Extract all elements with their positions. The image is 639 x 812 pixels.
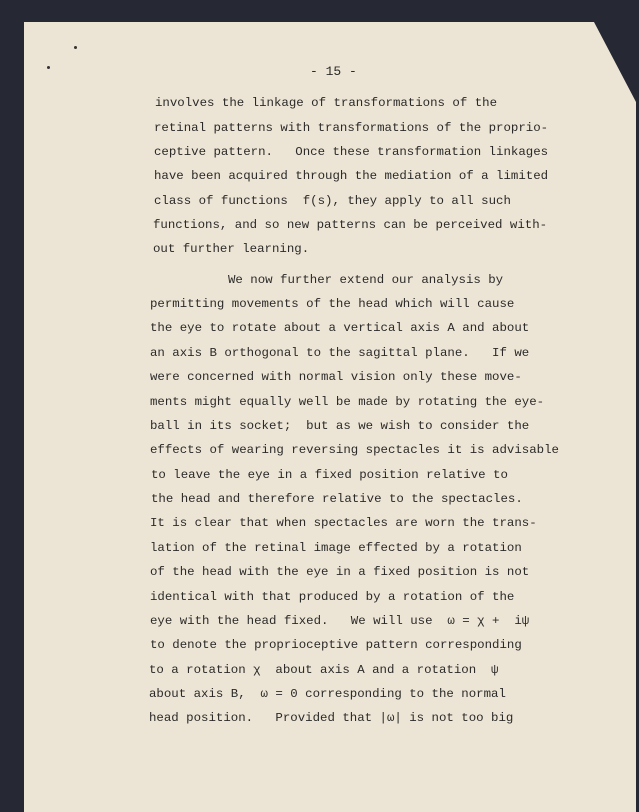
text-line: class of functions f(s), they apply to all such <box>154 194 511 208</box>
text-line: retinal patterns with transformations of the proprio- <box>154 121 549 135</box>
text-line: ceptive pattern. Once these transformation linkages <box>154 145 549 159</box>
text-line: effects of wearing reversing spectacles it is advisable <box>150 443 559 457</box>
text-line: identical with that produced by a rotation of the <box>150 590 515 604</box>
text-line: involves the linkage of transformations of the <box>155 96 498 110</box>
text-line: to a rotation χ about axis A and a rotation ψ <box>149 663 499 677</box>
text-line: It is clear that when spectacles are worn the trans- <box>150 516 537 530</box>
text-line: have been acquired through the mediation of a limited <box>154 169 549 183</box>
text-line: permitting movements of the head which will cause <box>150 297 515 311</box>
text-line: out further learning. <box>153 242 310 256</box>
text-line: an axis B orthogonal to the sagittal plane. If we <box>150 346 530 360</box>
text-line: functions, and so new patterns can be perceived with- <box>153 218 548 232</box>
text-line: of the head with the eye in a fixed position is not <box>150 565 530 579</box>
text-line: ments might equally well be made by rotating the eye- <box>150 395 545 409</box>
text-line: the head and therefore relative to the spectacles. <box>151 492 523 506</box>
text-line: ball in its socket; but as we wish to consider the <box>150 419 530 433</box>
text-line: about axis B, ω = 0 corresponding to the normal <box>149 687 506 701</box>
paper-mark <box>74 46 77 49</box>
text-line: the eye to rotate about a vertical axis A and about <box>150 321 530 335</box>
page-number: - 15 - <box>310 64 357 79</box>
text-line: were concerned with normal vision only these move- <box>150 370 522 384</box>
text-line: head position. Provided that |ω| is not too big <box>149 711 514 725</box>
text-line: eye with the head fixed. We will use ω = χ + iψ <box>150 614 530 628</box>
text-line: We now further extend our analysis by <box>228 273 504 287</box>
paper-mark <box>47 66 50 69</box>
text-line: to denote the proprioceptive pattern corresponding <box>150 638 522 652</box>
text-line: to leave the eye in a fixed position relative to <box>151 468 508 482</box>
text-line: lation of the retinal image effected by a rotation <box>150 541 522 555</box>
